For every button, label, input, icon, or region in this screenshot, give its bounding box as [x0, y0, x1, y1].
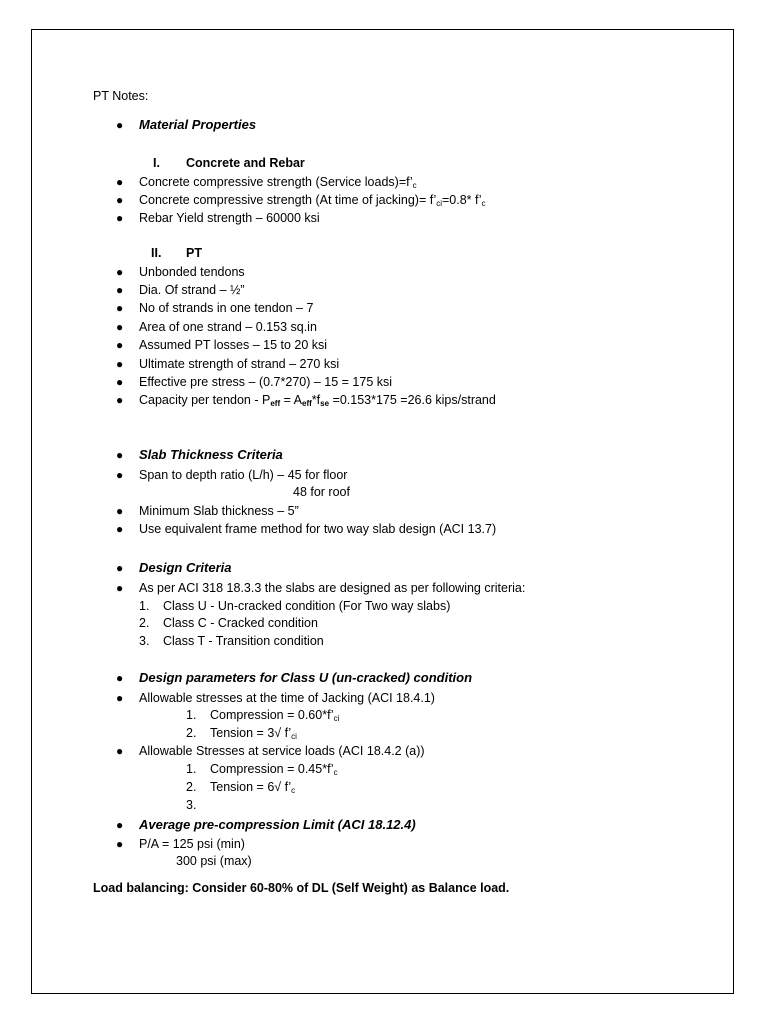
list-number: 1. — [186, 762, 197, 776]
bullet-icon: ● — [116, 118, 124, 132]
bullet-icon: ● — [116, 837, 124, 851]
list-number: 1. — [186, 708, 197, 722]
bullet-icon: ● — [116, 448, 124, 462]
bullet-icon: ● — [116, 265, 124, 279]
list-item: Minimum Slab thickness – 5” — [139, 504, 299, 518]
bullet-icon: ● — [116, 211, 124, 225]
bullet-icon: ● — [116, 818, 124, 832]
bullet-icon: ● — [116, 581, 124, 595]
bullet-icon: ● — [116, 504, 124, 518]
list-item: Tension = 6√ $f’_c$ — [210, 780, 296, 795]
list-item: Concrete compressive strength (At time of jacking)= $f’_{ci}=0.8*$ $f’_c$ — [139, 193, 486, 208]
bullet-icon: ● — [116, 283, 124, 297]
section-heading-parameters: Design parameters for Class U (un-cracked) condition — [139, 670, 473, 685]
list-item: Effective pre stress – (0.7*270) – 15 = 175 ksi — [139, 375, 393, 389]
list-number: 2. — [186, 726, 197, 740]
list-number: 2. — [186, 780, 197, 794]
section-heading-design: Design Criteria — [139, 560, 232, 575]
list-item-continuation: 48 for roof — [293, 485, 350, 499]
list-item: Dia. Of strand – ½” — [139, 283, 245, 297]
list-number: 3. — [139, 634, 150, 648]
section-heading-material: Material Properties — [139, 117, 257, 132]
list-item: Span to depth ratio (L/h) – 45 for floor — [139, 468, 348, 482]
bullet-icon: ● — [116, 375, 124, 389]
bullet-icon: ● — [116, 561, 124, 575]
subsection-heading-concrete: Concrete and Rebar — [186, 156, 305, 170]
list-number: 2. — [139, 616, 150, 630]
subsection-number-1: I. — [153, 156, 160, 170]
list-item-continuation: 300 psi (max) — [176, 854, 252, 868]
list-item: Compression = $0.45*f’_c$ — [210, 762, 338, 777]
bullet-icon: ● — [116, 357, 124, 371]
list-item: As per ACI 318 18.3.3 the slabs are designed as per following criteria: — [139, 581, 526, 595]
list-item: Class U - Un-cracked condition (For Two way slabs) — [163, 599, 451, 613]
bullet-icon: ● — [116, 671, 124, 685]
list-item: Rebar Yield strength – 60000 ksi — [139, 211, 320, 225]
list-item: Use equivalent frame method for two way slab design (ACI 13.7) — [139, 522, 497, 536]
bullet-icon: ● — [116, 320, 124, 334]
list-item: Allowable stresses at the time of Jacking (ACI 18.4.1) — [139, 691, 435, 705]
bullet-icon: ● — [116, 691, 124, 705]
bullet-icon: ● — [116, 175, 124, 189]
load-balancing-note: Load balancing: Consider 60-80% of DL (Self Weight) as Balance load. — [93, 881, 510, 895]
bullet-icon: ● — [116, 468, 124, 482]
list-number: 3. — [186, 798, 197, 812]
list-number: 1. — [139, 599, 150, 613]
list-item: Ultimate strength of strand – 270 ksi — [139, 357, 340, 371]
list-item: Assumed PT losses – 15 to 20 ksi — [139, 338, 328, 352]
bullet-icon: ● — [116, 338, 124, 352]
list-item: Unbonded tendons — [139, 265, 245, 279]
bullet-icon: ● — [116, 393, 124, 407]
subsection-number-2: II. — [151, 246, 162, 260]
bullet-icon: ● — [116, 193, 124, 207]
list-item: Capacity per tendon - $P_{eff} = A_{eff}*f_{se} =0.153*175 =26.6$ kips/strand — [139, 393, 496, 408]
bullet-icon: ● — [116, 301, 124, 315]
list-item: No of strands in one tendon – 7 — [139, 301, 314, 315]
list-item: Class C - Cracked condition — [163, 616, 318, 630]
bullet-icon: ● — [116, 522, 124, 536]
list-item: P/A = 125 psi (min) — [139, 837, 245, 851]
list-item: Concrete compressive strength (Service $loads)=f’_c$ — [139, 175, 417, 190]
page-title: PT Notes: — [93, 89, 149, 103]
list-item: Tension = 3√ $f’_{ci}$ — [210, 726, 297, 741]
list-item: Class T - Transition condition — [163, 634, 324, 648]
section-heading-slab: Slab Thickness Criteria — [139, 447, 283, 462]
section-heading-precompression: Average pre-compression Limit (ACI 18.12.4) — [139, 817, 416, 832]
subsection-heading-pt: PT — [186, 246, 202, 260]
list-item: Compression = $0.60*f’_{ci}$ — [210, 708, 340, 723]
bullet-icon: ● — [116, 744, 124, 758]
list-item: Allowable Stresses at service loads (ACI 18.4.2 (a)) — [139, 744, 425, 758]
list-item: Area of one strand – 0.153 sq.in — [139, 320, 317, 334]
